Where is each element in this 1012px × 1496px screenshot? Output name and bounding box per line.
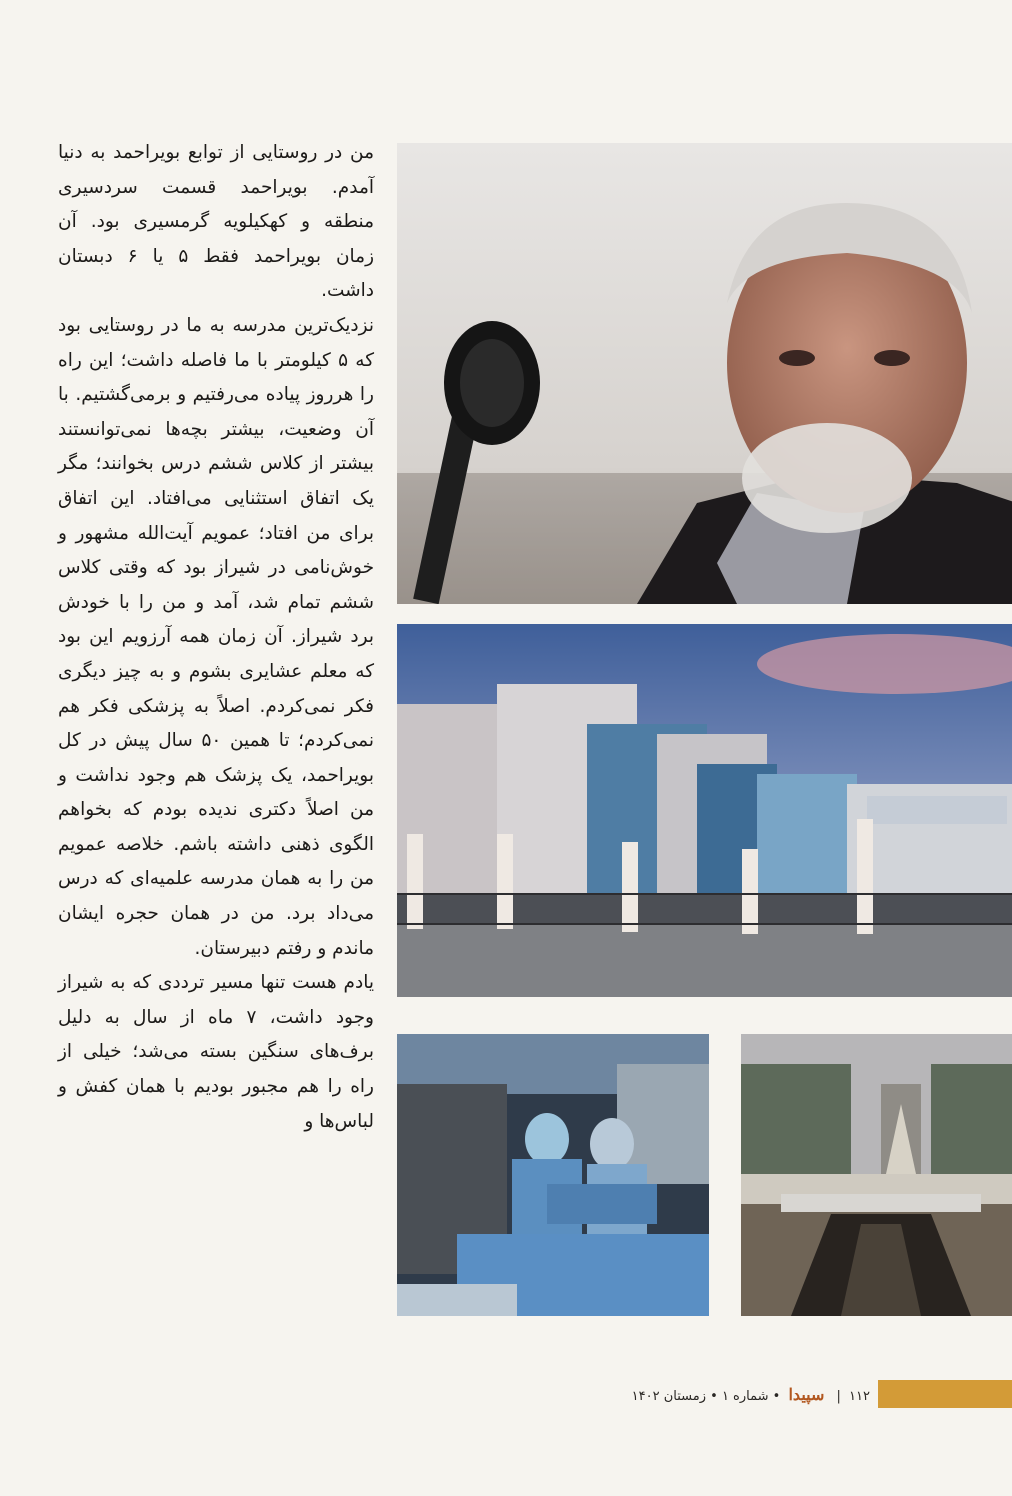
footer-issue-info <box>632 1385 870 1404</box>
issue-bullet-icon: • <box>772 1389 781 1404</box>
article-paragraph-3: یادم هست تنها مسیر ترددی که به شیراز وجود داشت، ۷ ماه از سال به دلیل برف‌های سنگین بسته می‌شد؛ خیلی از راه را هم مجبور بودیم با همان کفش و لباس‌ها و <box>58 972 374 1132</box>
footer-divider: | <box>836 1389 841 1404</box>
issue-season: زمستان ۱۴۰۲ <box>631 1389 706 1404</box>
article-paragraph-2: نزدیک‌ترین مدرسه به ما در روستایی بود که ۵ کیلومتر با ما فاصله داشت؛ این راه را هرروز پیاده می‌رفتیم و برمی‌گشتیم. با آن وضعیت، بیشتر بچه‌ها نمی‌توانستند بیشتر از کلاس ششم درس بخوانند؛ مگر یک اتفاق استثنایی می‌افتاد. این اتفاق برای من افتاد؛ عمویم آیت‌الله مشهور و خوش‌نامی در شیراز بود که وقتی کلاس ششم تمام شد، آمد و من را با خودش برد شیراز. آن زمان همه آرزویم این بود که معلم عشایری بشوم و به چیز دیگری فکر نمی‌کردم. اصلاً به پزشکی فکر هم نمی‌کردم؛ تا همین ۵۰ سال پیش در کل بویراحمد، یک پزشک هم وجود نداشت و من اصلاً دکتری ندیده بودم که بخواهم الگوی ذهنی داشته باشم. خلاصه عمویم من را به همان مدرسه علمیه‌ای که درس می‌داد برد. من در همان حجره ایشان ماندم و رفتم دبیرستان. <box>58 314 374 959</box>
hospital-complex-photo <box>741 1034 1012 1316</box>
article-text-column <box>58 136 374 1139</box>
page-number: ۱۱۲ <box>849 1389 870 1404</box>
page-footer <box>0 1378 1012 1412</box>
issue-number: شماره ۱ <box>721 1389 769 1404</box>
magazine-logo: سپیدا <box>788 1385 825 1404</box>
article-paragraph-1: من در روستایی از توابع بویراحمد به دنیا آمدم. بویراحمد قسمت سردسیری منطقه و کهکیلویه گرمسیری بود. آن زمان بویراحمد فقط ۵ یا ۶ دبستان داشت. <box>58 142 375 302</box>
portrait-photo <box>397 143 1012 604</box>
hospital-building-photo <box>397 624 1012 997</box>
footer-accent-bar <box>878 1380 1012 1408</box>
season-bullet-icon: • <box>710 1389 718 1404</box>
operating-room-photo <box>397 1034 709 1316</box>
